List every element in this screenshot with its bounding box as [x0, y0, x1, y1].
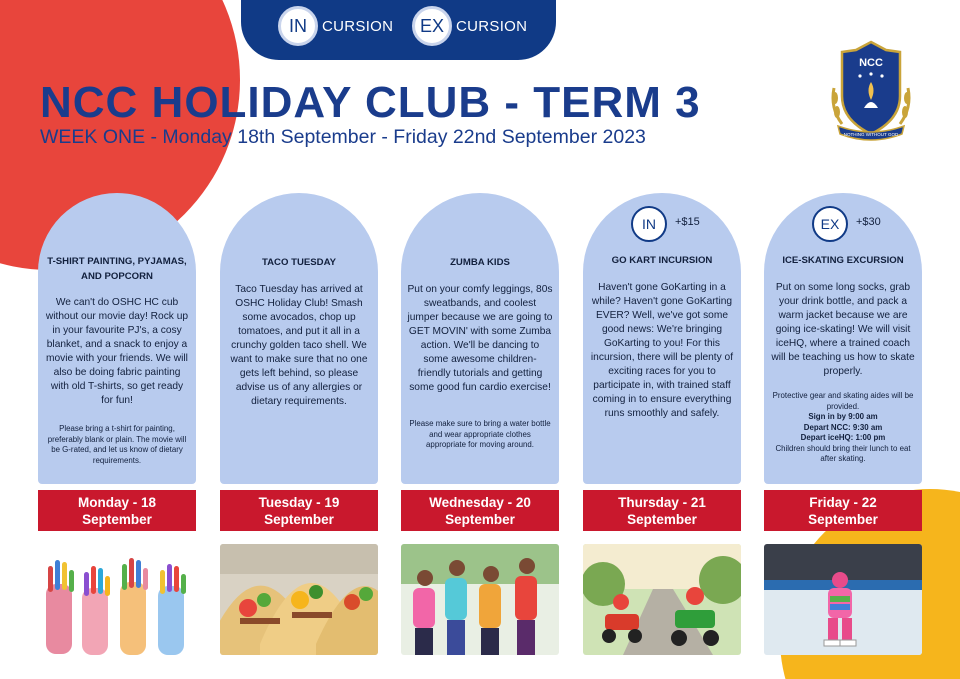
day-month: September	[82, 511, 152, 527]
day-month: September	[627, 511, 697, 527]
sign-in-time: Sign in by 9:00 am	[808, 412, 878, 421]
day-column-friday	[764, 193, 922, 531]
tacos-photo	[220, 544, 378, 655]
svg-text:NCC: NCC	[859, 57, 883, 69]
depart-icehq-time: Depart iceHQ: 1:00 pm	[800, 433, 886, 442]
ice-skating-child-photo	[764, 544, 922, 655]
day-column-thursday	[583, 193, 741, 531]
day-month: September	[264, 511, 334, 527]
page-title: NCC HOLIDAY CLUB - TERM 3	[40, 78, 701, 127]
activity-card	[401, 193, 559, 484]
activity-note: Please make sure to bring a water bottle and wear appropriate clothes appropriate for moving around.	[409, 419, 551, 449]
day-name: Friday - 22	[809, 494, 877, 510]
activity-note: Children should bring their lunch to eat after skating.	[775, 443, 911, 463]
day-label	[764, 490, 922, 531]
activity-price: +$15	[675, 216, 700, 228]
activity-details	[772, 391, 914, 465]
activity-description: Taco Tuesday has arrived at OSHC Holiday Club! Smash some avocados, chop up tomatoes, and put it all in a crunchy golden taco shell. We want to make sure that no one gets left behind, so please advise us of any allergies or dietary requirements.	[230, 284, 368, 407]
activity-title: T-SHIRT PAINTING, PYJAMAS, AND POPCORN	[47, 256, 187, 282]
activity-description: Haven't gone GoKarting in a while? Haven't gone GoKarting EVER? Well, we've got some good news: We're bringing GoKarting to you! For this incursion, there will be plenty of exciting races for you to participate in, with trained staff coming in to ensure everything runs smoothly and safely.	[590, 282, 734, 419]
activity-note: Protective gear and skating aides will be provided.	[772, 391, 914, 411]
activity-price: +$30	[856, 216, 881, 228]
activity-description: We can't do OSHC HC cub without our movie day! Rock up in your favourite PJ's, a cosy blanket, and a snack to enjoy a movie with your friends. We will also be doing fabric painting with old T-shirts, so get ready for fun!	[45, 297, 189, 406]
activity-title: GO KART INCURSION	[611, 255, 713, 266]
day-label	[220, 490, 378, 531]
activity-card	[764, 193, 922, 484]
activity-note: Please bring a t-shirt for painting, preferably blank or plain. The movie will be G-rated, and let us know of dietary requirements.	[47, 424, 187, 465]
depart-ncc-time: Depart NCC: 9:30 am	[803, 422, 883, 432]
day-column-wednesday	[401, 193, 559, 531]
kids-dancing-photo	[401, 544, 559, 655]
go-kart-kids-photo	[583, 544, 741, 655]
day-name: Monday - 18	[77, 494, 156, 510]
activity-card	[220, 193, 378, 484]
day-column-tuesday	[220, 193, 378, 531]
activity-title: ICE-SKATING EXCURSION	[782, 255, 904, 266]
excursion-badge: EX	[412, 6, 452, 46]
incursion-word: CURSION	[322, 17, 394, 35]
logo-motto: NOTHING WITHOUT GOD	[843, 132, 899, 137]
day-label	[583, 490, 741, 531]
activity-title: ZUMBA KIDS	[450, 257, 510, 268]
activity-description: Put on some long socks, grab your drink bottle, and pack a warm jacket because we are going ice-skating! We will visit iceHQ, where a trained coach will be teaching us how to skate properly.	[771, 282, 915, 377]
legend-tab	[241, 0, 556, 60]
day-name: Wednesday - 20	[429, 494, 531, 510]
incursion-badge: IN	[631, 206, 667, 242]
page-subtitle: WEEK ONE - Monday 18th September - Friday 22nd September 2023	[40, 126, 646, 148]
legend-incursion	[278, 6, 393, 46]
day-name: Thursday - 21	[618, 494, 706, 510]
activity-description: Put on your comfy leggings, 80s sweatbands, and coolest jumper because we are going to GET MOVIN' with some Zumba action. We'll be dancing to some awesome children-friendly tutorials and getting some good fun cardio exercise!	[407, 284, 553, 393]
day-month: September	[808, 511, 878, 527]
day-name: Tuesday - 19	[258, 494, 340, 510]
incursion-badge: IN	[278, 6, 318, 46]
painted-hands-photo	[38, 544, 196, 655]
legend-excursion	[412, 6, 527, 46]
day-label	[401, 490, 559, 531]
day-label	[38, 490, 196, 531]
day-column-monday	[38, 193, 196, 531]
activity-card	[583, 193, 741, 484]
activity-title: TACO TUESDAY	[261, 257, 337, 268]
excursion-word: CURSION	[456, 17, 528, 35]
activity-card	[38, 193, 196, 484]
excursion-badge: EX	[812, 206, 848, 242]
ncc-crest-icon	[828, 38, 914, 146]
day-month: September	[445, 511, 515, 527]
